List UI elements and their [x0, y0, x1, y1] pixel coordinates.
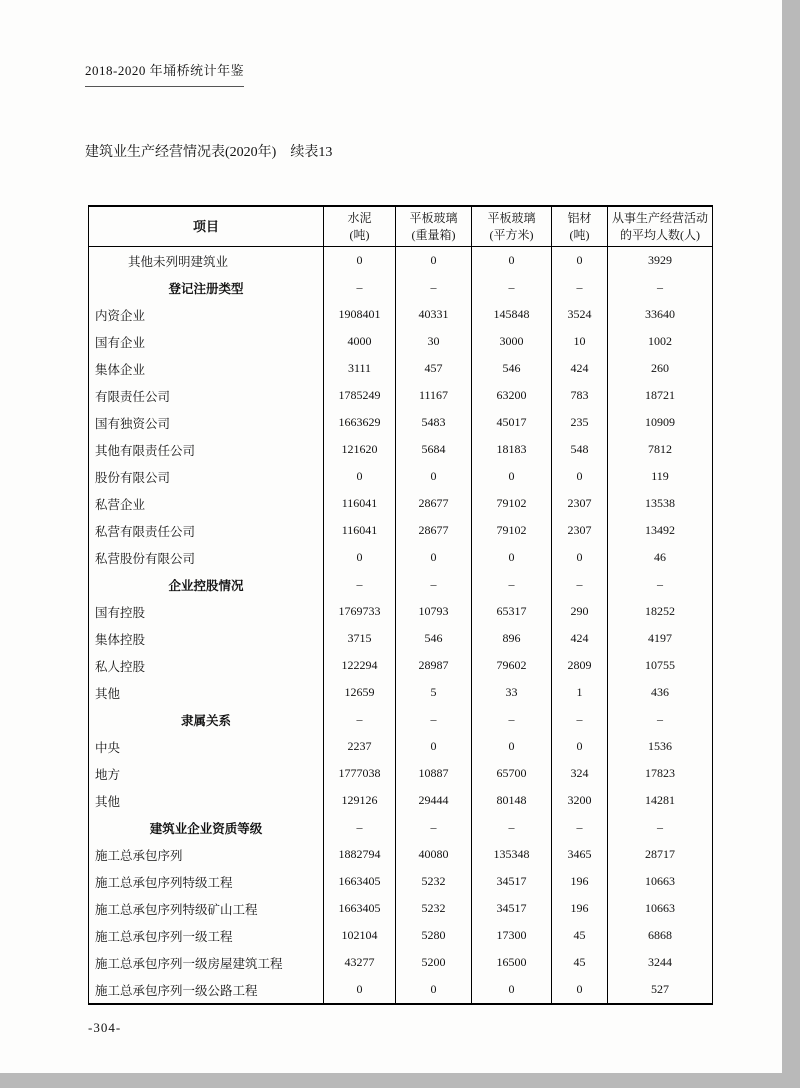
row-value: 11167	[396, 382, 472, 409]
row-value: 17300	[472, 922, 552, 949]
table-row	[88, 895, 713, 922]
row-value: 527	[608, 976, 713, 1003]
row-value: 116041	[324, 490, 396, 517]
row-value: 0	[324, 247, 396, 274]
row-value: –	[552, 814, 608, 841]
table-header-row	[88, 207, 713, 247]
row-value: 30	[396, 328, 472, 355]
row-value: 235	[552, 409, 608, 436]
table-row	[88, 436, 713, 463]
row-value: 10887	[396, 760, 472, 787]
table-row	[88, 382, 713, 409]
row-value: 783	[552, 382, 608, 409]
row-value: 3111	[324, 355, 396, 382]
row-item-label: 私营股份有限公司	[88, 544, 324, 571]
table-row	[88, 706, 713, 733]
column-header	[88, 207, 324, 246]
table-row	[88, 868, 713, 895]
row-value: 5684	[396, 436, 472, 463]
row-value: 28987	[396, 652, 472, 679]
row-value: 119	[608, 463, 713, 490]
row-value: 5232	[396, 868, 472, 895]
row-value: 3244	[608, 949, 713, 976]
row-value: 45	[552, 922, 608, 949]
row-value: 121620	[324, 436, 396, 463]
row-value: 28717	[608, 841, 713, 868]
row-value: 7812	[608, 436, 713, 463]
row-value: 79102	[472, 517, 552, 544]
row-value: 2809	[552, 652, 608, 679]
row-value: 1663405	[324, 895, 396, 922]
row-value: 2237	[324, 733, 396, 760]
row-value: 548	[552, 436, 608, 463]
row-value: 0	[324, 976, 396, 1003]
row-item-label: 中央	[88, 733, 324, 760]
row-value: 10663	[608, 895, 713, 922]
row-value: 546	[396, 625, 472, 652]
table-row	[88, 733, 713, 760]
column-header	[324, 207, 396, 246]
table-row	[88, 841, 713, 868]
row-item-label: 私人控股	[88, 652, 324, 679]
column-header	[552, 207, 608, 246]
row-value: 0	[472, 733, 552, 760]
row-item-label: 内资企业	[88, 301, 324, 328]
row-value: 14281	[608, 787, 713, 814]
row-item-label: 股份有限公司	[88, 463, 324, 490]
row-item-label: 登记注册类型	[88, 274, 324, 301]
row-value: 5280	[396, 922, 472, 949]
row-value: 145848	[472, 301, 552, 328]
column-header-line1: 平板玻璃	[409, 211, 458, 226]
row-value: –	[472, 814, 552, 841]
column-header-line2: (重量箱)	[411, 227, 456, 242]
table-row	[88, 301, 713, 328]
row-value: –	[396, 706, 472, 733]
row-value: 43277	[324, 949, 396, 976]
row-value: 12659	[324, 679, 396, 706]
row-value: 5200	[396, 949, 472, 976]
row-value: 45017	[472, 409, 552, 436]
row-value: –	[396, 571, 472, 598]
row-value: 102104	[324, 922, 396, 949]
row-value: 65317	[472, 598, 552, 625]
row-value: –	[552, 571, 608, 598]
row-value: 196	[552, 895, 608, 922]
row-value: 2307	[552, 490, 608, 517]
row-item-label: 其他未列明建筑业	[88, 247, 324, 274]
row-value: 13538	[608, 490, 713, 517]
row-value: 40331	[396, 301, 472, 328]
row-value: 3000	[472, 328, 552, 355]
table-body	[88, 247, 713, 1003]
row-item-label: 私营企业	[88, 490, 324, 517]
column-header-line1: 从事生产经营活动	[611, 211, 708, 226]
row-value: 0	[324, 544, 396, 571]
row-value: 3929	[608, 247, 713, 274]
row-value: –	[472, 571, 552, 598]
table-row	[88, 598, 713, 625]
row-item-label: 有限责任公司	[88, 382, 324, 409]
row-value: 1663405	[324, 868, 396, 895]
column-header-line1: 铝材	[567, 211, 592, 226]
row-item-label: 其他	[88, 787, 324, 814]
table-row	[88, 517, 713, 544]
row-value: 46	[608, 544, 713, 571]
table-row	[88, 247, 713, 274]
row-value: 3465	[552, 841, 608, 868]
row-item-label: 施工总承包序列一级房屋建筑工程	[88, 949, 324, 976]
row-value: 436	[608, 679, 713, 706]
row-value: 10909	[608, 409, 713, 436]
table-row	[88, 625, 713, 652]
row-value: 122294	[324, 652, 396, 679]
table-row	[88, 355, 713, 382]
row-value: 1536	[608, 733, 713, 760]
row-item-label: 国有企业	[88, 328, 324, 355]
column-header-line2: (平方米)	[489, 227, 534, 242]
row-item-label: 私营有限责任公司	[88, 517, 324, 544]
table-row	[88, 922, 713, 949]
row-value: 29444	[396, 787, 472, 814]
row-value: –	[324, 814, 396, 841]
row-value: 5	[396, 679, 472, 706]
row-value: 13492	[608, 517, 713, 544]
row-item-label: 隶属关系	[88, 706, 324, 733]
row-value: 10793	[396, 598, 472, 625]
row-item-label: 施工总承包序列一级公路工程	[88, 976, 324, 1003]
row-item-label: 施工总承包序列特级矿山工程	[88, 895, 324, 922]
row-item-label: 施工总承包序列一级工程	[88, 922, 324, 949]
column-header-line1: 项目	[192, 218, 219, 234]
row-value: 546	[472, 355, 552, 382]
row-value: 33	[472, 679, 552, 706]
row-value: 0	[324, 463, 396, 490]
row-value: 0	[472, 976, 552, 1003]
row-value: 79602	[472, 652, 552, 679]
row-item-label: 地方	[88, 760, 324, 787]
row-value: 18721	[608, 382, 713, 409]
row-value: 3524	[552, 301, 608, 328]
row-value: 1882794	[324, 841, 396, 868]
statistics-table	[88, 205, 713, 1005]
row-value: 10663	[608, 868, 713, 895]
row-value: 2307	[552, 517, 608, 544]
column-header	[472, 207, 552, 246]
row-value: 34517	[472, 868, 552, 895]
row-value: 1785249	[324, 382, 396, 409]
row-value: 28677	[396, 517, 472, 544]
row-value: 16500	[472, 949, 552, 976]
row-value: 0	[396, 544, 472, 571]
row-value: 79102	[472, 490, 552, 517]
row-value: 196	[552, 868, 608, 895]
row-value: 6868	[608, 922, 713, 949]
column-header-line2: (吨)	[569, 227, 590, 242]
row-value: 290	[552, 598, 608, 625]
row-value: 0	[552, 463, 608, 490]
row-value: 424	[552, 625, 608, 652]
row-value: 45	[552, 949, 608, 976]
row-value: –	[396, 814, 472, 841]
row-value: 40080	[396, 841, 472, 868]
row-value: 0	[552, 544, 608, 571]
row-value: 0	[396, 976, 472, 1003]
row-item-label: 集体企业	[88, 355, 324, 382]
column-header	[608, 207, 713, 246]
column-header	[396, 207, 472, 246]
row-item-label: 建筑业企业资质等级	[88, 814, 324, 841]
row-value: 1663629	[324, 409, 396, 436]
column-header-line1: 水泥	[347, 211, 372, 226]
table-row	[88, 787, 713, 814]
row-value: –	[324, 274, 396, 301]
row-value: 0	[472, 463, 552, 490]
table-title: 建筑业生产经营情况表(2020年) 续表13	[85, 145, 333, 160]
row-value: 1908401	[324, 301, 396, 328]
row-value: 4000	[324, 328, 396, 355]
row-value: 10	[552, 328, 608, 355]
row-value: –	[608, 814, 713, 841]
row-item-label: 其他	[88, 679, 324, 706]
row-value: –	[472, 274, 552, 301]
row-value: 0	[396, 463, 472, 490]
column-header-line1: 平板玻璃	[487, 211, 536, 226]
table-row	[88, 976, 713, 1003]
row-value: 260	[608, 355, 713, 382]
row-item-label: 其他有限责任公司	[88, 436, 324, 463]
row-value: 1002	[608, 328, 713, 355]
row-value: –	[608, 571, 713, 598]
row-value: 324	[552, 760, 608, 787]
row-value: –	[608, 274, 713, 301]
yearbook-header: 2018-2020 年埇桥统计年鉴	[85, 60, 244, 87]
row-value: 5483	[396, 409, 472, 436]
table-row	[88, 274, 713, 301]
row-value: –	[396, 274, 472, 301]
row-value: 18252	[608, 598, 713, 625]
table-row	[88, 328, 713, 355]
row-value: –	[608, 706, 713, 733]
row-value: 10755	[608, 652, 713, 679]
row-value: 135348	[472, 841, 552, 868]
row-item-label: 企业控股情况	[88, 571, 324, 598]
row-item-label: 施工总承包序列特级工程	[88, 868, 324, 895]
row-value: 0	[472, 247, 552, 274]
column-header-line2: (吨)	[349, 227, 370, 242]
row-item-label: 施工总承包序列	[88, 841, 324, 868]
row-value: 0	[472, 544, 552, 571]
table-row	[88, 652, 713, 679]
row-value: 4197	[608, 625, 713, 652]
row-value: 33640	[608, 301, 713, 328]
row-value: 65700	[472, 760, 552, 787]
row-value: 129126	[324, 787, 396, 814]
row-value: 896	[472, 625, 552, 652]
row-value: –	[324, 706, 396, 733]
row-value: 0	[396, 247, 472, 274]
row-value: 3715	[324, 625, 396, 652]
table-row	[88, 814, 713, 841]
table-row	[88, 760, 713, 787]
table-row	[88, 949, 713, 976]
row-value: 34517	[472, 895, 552, 922]
row-value: 424	[552, 355, 608, 382]
row-value: 28677	[396, 490, 472, 517]
row-value: 17823	[608, 760, 713, 787]
row-value: 0	[552, 733, 608, 760]
row-item-label: 集体控股	[88, 625, 324, 652]
row-item-label: 国有控股	[88, 598, 324, 625]
row-value: 80148	[472, 787, 552, 814]
row-value: 1777038	[324, 760, 396, 787]
row-value: –	[324, 571, 396, 598]
row-item-label: 国有独资公司	[88, 409, 324, 436]
row-value: 5232	[396, 895, 472, 922]
row-value: 3200	[552, 787, 608, 814]
row-value: 1769733	[324, 598, 396, 625]
row-value: 0	[552, 247, 608, 274]
table-row	[88, 409, 713, 436]
row-value: 63200	[472, 382, 552, 409]
row-value: 18183	[472, 436, 552, 463]
table-row	[88, 490, 713, 517]
page-number: -304-	[88, 1020, 122, 1035]
row-value: 457	[396, 355, 472, 382]
column-header-line2: 的平均人数(人)	[620, 227, 700, 242]
table-row	[88, 571, 713, 598]
row-value: 0	[552, 976, 608, 1003]
table-row	[88, 679, 713, 706]
row-value: –	[552, 706, 608, 733]
row-value: 1	[552, 679, 608, 706]
row-value: 116041	[324, 517, 396, 544]
row-value: –	[472, 706, 552, 733]
row-value: –	[552, 274, 608, 301]
table-row	[88, 463, 713, 490]
row-value: 0	[396, 733, 472, 760]
table-row	[88, 544, 713, 571]
